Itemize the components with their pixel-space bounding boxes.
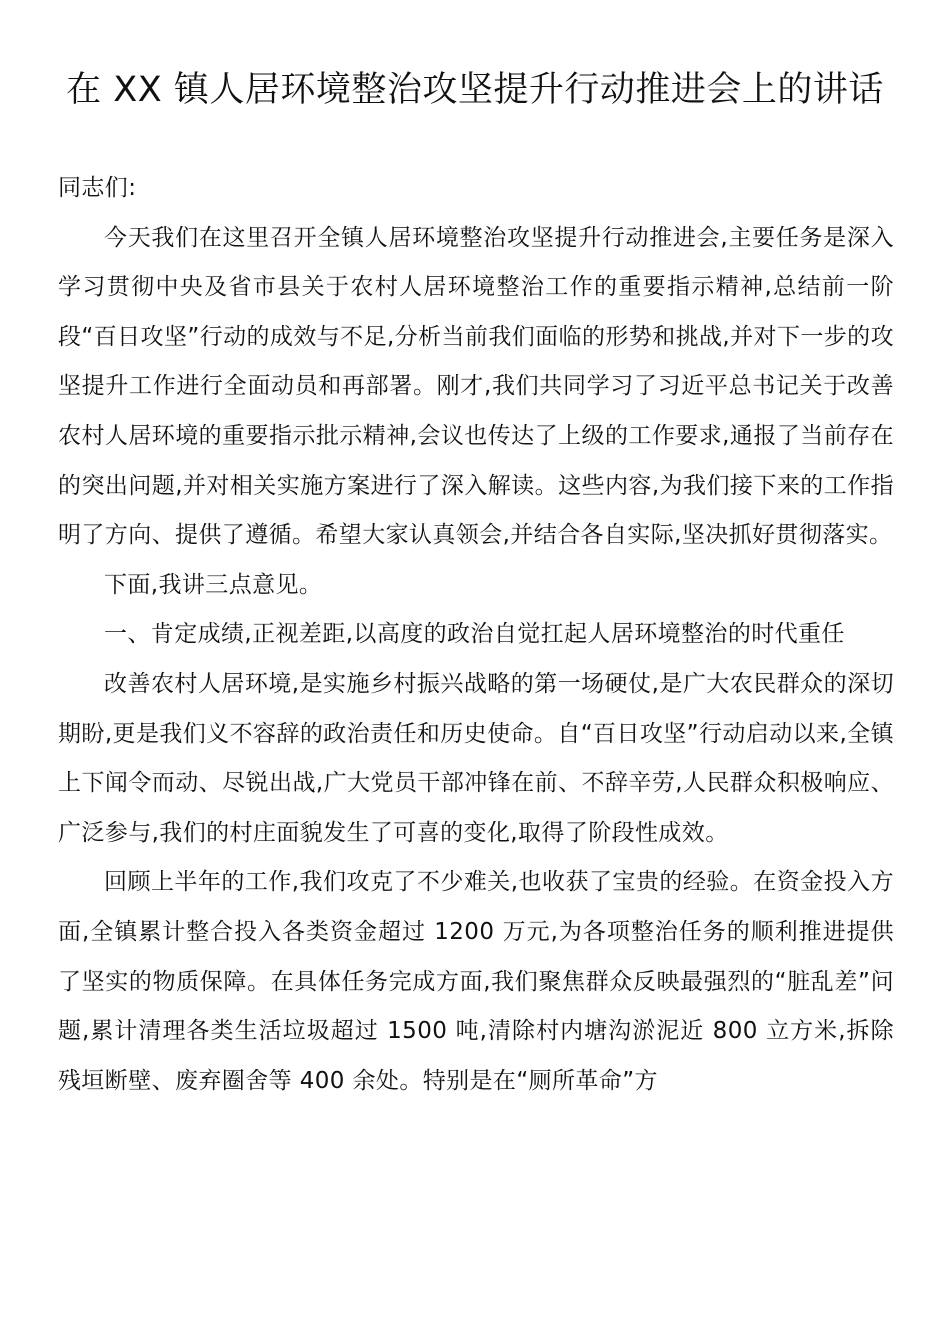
document-body: [58, 164, 894, 1106]
paragraph-significance: 改善农村人居环境,是实施乡村振兴战略的第一场硬仗,是广大农民群众的深切期盼,更是我们义不容辞的政治责任和历史使命。自“百日攻坚”行动启动以来,全镇上下闻令而动、尽锐出战,广大党员干部冲锋在前、不辞辛劳,人民群众积极响应、广泛参与,我们的村庄面貌发生了可喜的变化,取得了阶段性成效。: [58, 670, 894, 846]
paragraph-opening: 今天我们在这里召开全镇人居环境整治攻坚提升行动推进会,主要任务是深入学习贯彻中央及省市县关于农村人居环境整治工作的重要指示精神,总结前一阶段“百日攻坚”行动的成效与不足,分析当前我们面临的形势和挑战,并对下一步的攻坚提升工作进行全面动员和再部署。刚才,我们共同学习了习近平总书记关于改善农村人居环境的重要指示批示精神,会议也传达了上级的工作要求,通报了当前存在的突出问题,并对相关实施方案进行了深入解读。这些内容,为我们接下来的工作指明了方向、提供了遵循。希望大家认真领会,并结合各自实际,坚决抓好贯彻落实。: [58, 224, 894, 549]
salutation: 同志们:: [58, 175, 137, 201]
section-heading-1: 一、肯定成绩,正视差距,以高度的政治自觉扛起人居环境整治的时代重任: [104, 621, 845, 648]
paragraph-review: 回顾上半年的工作,我们攻克了不少难关,也收获了宝贵的经验。在资金投入方面,全镇累计整合投入各类资金超过 1200 万元,为各项整治任务的顺利推进提供了坚实的物质保障。在具体任务完成方面,我们聚焦群众反映最强烈的“脏乱差”问题,累计清理各类生活垃圾超过 1500 吨,清除村内塘沟淤泥近 800 立方米,拆除残垣断壁、废弃圈舍等 400 余处。特别是在“厕所革命”方: [58, 869, 894, 1094]
paragraph-transition: 下面,我讲三点意见。: [104, 571, 323, 598]
document-title: 在 XX 镇人居环境整治攻坚提升行动推进会上的讲话: [66, 70, 884, 110]
